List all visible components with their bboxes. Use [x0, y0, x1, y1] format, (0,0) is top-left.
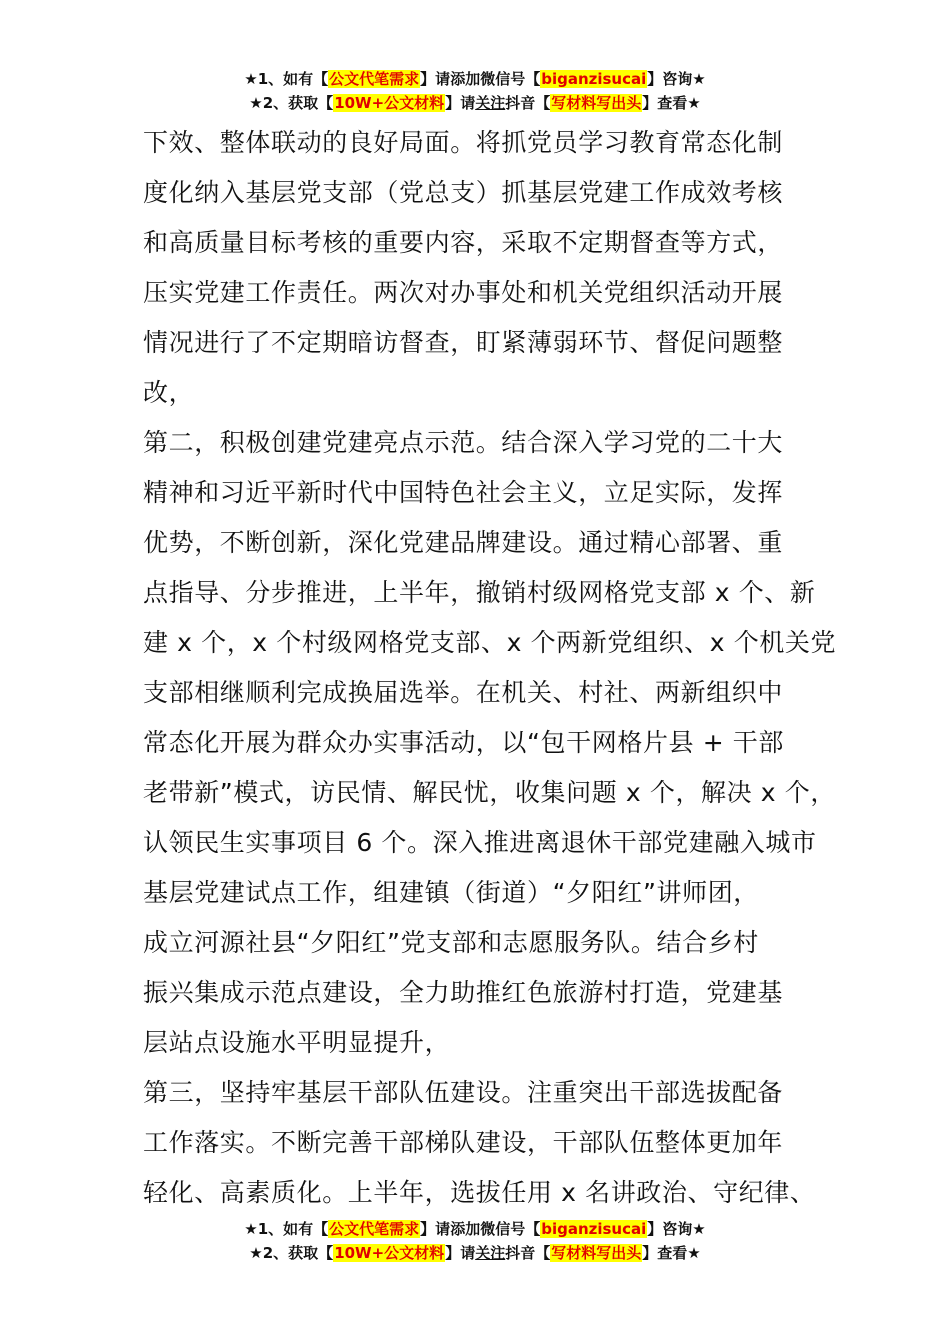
banner-line-2: ★2、获取【10W+公文材料】请关注抖音【写材料写出头】查看★ [249, 94, 701, 112]
body-line: 精神和习近平新时代中国特色社会主义，立足实际，发挥 [143, 478, 784, 507]
body-line: 轻化、高素质化。上半年，选拔任用 x 名讲政治、守纪律、 [143, 1178, 816, 1207]
highlight-service: 公文代笔需求 [329, 70, 420, 88]
body-line: 工作落实。不断完善干部梯队建设，干部队伍整体更加年 [143, 1128, 784, 1157]
highlight-materials: 10W+公文材料 [334, 94, 445, 112]
body-line: 建 x 个，x 个村级网格党支部、x 个两新党组织、x 个机关党 [143, 628, 837, 657]
highlight-wechat-id: biganzisucai [541, 1220, 647, 1238]
body-line: 老带新”模式，访民情、解民忧，收集问题 x 个，解决 x 个， [143, 778, 836, 807]
body-line: 成立河源社县“夕阳红”党支部和志愿服务队。结合乡村 [143, 928, 759, 957]
body-line: 基层党建试点工作，组建镇（街道）“夕阳红”讲师团， [143, 878, 759, 907]
banner-line-2: ★2、获取【10W+公文材料】请关注抖音【写材料写出头】查看★ [249, 1244, 701, 1262]
body-line: 层站点设施水平明显提升， [143, 1028, 451, 1057]
body-line: 常态化开展为群众办实事活动，以“包干网格片县 + 干部 [143, 728, 784, 757]
body-line: 认领民生实事项目 6 个。深入推进离退休干部党建融入城市 [143, 828, 817, 857]
highlight-douyin: 写材料写出头 [551, 94, 642, 112]
highlight-douyin: 写材料写出头 [551, 1244, 642, 1262]
footer-banner [0, 1217, 950, 1265]
body-line: 振兴集成示范点建设，全力助推红色旅游村打造，党建基 [143, 978, 784, 1007]
body-line: 度化纳入基层党支部（党总支）抓基层党建工作成效考核 [143, 178, 784, 207]
body-line: 点指导、分步推进，上半年，撤销村级网格党支部 x 个、新 [143, 578, 816, 607]
header-banner [0, 67, 950, 115]
body-line: 下效、整体联动的良好局面。将抓党员学习教育常态化制 [143, 128, 784, 157]
body-line: 压实党建工作责任。两次对办事处和机关党组织活动开展 [143, 278, 784, 307]
highlight-service: 公文代笔需求 [329, 1220, 420, 1238]
body-line: 情况进行了不定期暗访督查，盯紧薄弱环节、督促问题整 [143, 328, 784, 357]
body-line: 第二，积极创建党建亮点示范。结合深入学习党的二十大 [143, 428, 784, 457]
banner-line-1: ★1、如有【公文代笔需求】请添加微信号【biganzisucai】咨询★ [244, 70, 706, 88]
body-line: 和高质量目标考核的重要内容，采取不定期督查等方式， [143, 228, 784, 257]
highlight-wechat-id: biganzisucai [541, 70, 647, 88]
body-line: 第三，坚持牢基层干部队伍建设。注重突出干部选拔配备 [143, 1078, 784, 1107]
highlight-materials: 10W+公文材料 [334, 1244, 445, 1262]
banner-line-1: ★1、如有【公文代笔需求】请添加微信号【biganzisucai】咨询★ [244, 1220, 706, 1238]
body-line: 优势，不断创新，深化党建品牌建设。通过精心部署、重 [143, 528, 784, 557]
document-body [143, 118, 843, 1218]
body-line: 支部相继顺利完成换届选举。在机关、村社、两新组织中 [143, 678, 784, 707]
body-line: 改， [143, 378, 195, 407]
